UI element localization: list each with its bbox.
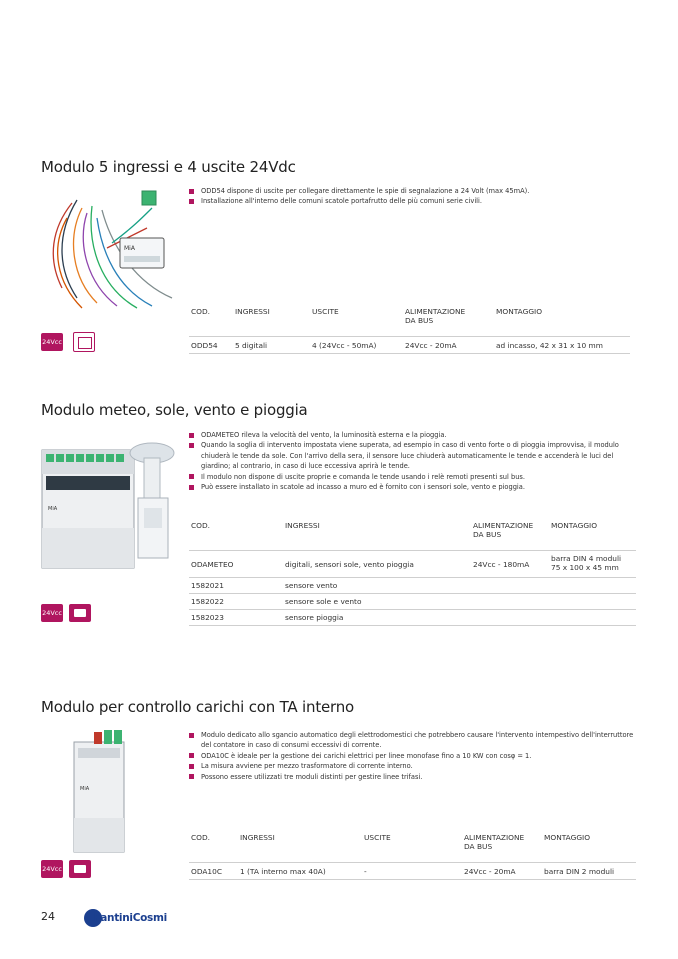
oda10c-product-label: MiA — [80, 786, 90, 792]
list-item: ODAMETEO rileva la velocità del vento, la luminosità esterna e la pioggia. — [189, 430, 639, 440]
table-header: ALIMENTAZIONE DA BUS — [464, 833, 525, 851]
list-item: Installazione all'interno delle comuni scatole portafrutto delle più comuni serie civili. — [189, 196, 639, 206]
table-cell: 4 (24Vcc - 50mA) — [312, 341, 377, 350]
odd54-spec-table — [189, 306, 630, 354]
list-item: ODA10C è ideale per la gestione dei carichi elettrici per linee monofase fino a 10 KW con cosφ = 1. — [189, 751, 639, 761]
section-title-odameteo: Modulo meteo, sole, vento e pioggia — [41, 401, 308, 419]
table-row — [189, 862, 636, 880]
oda10c-spec-table — [189, 832, 636, 880]
flush-mount-icon — [73, 332, 95, 352]
table-header: COD. — [191, 521, 211, 530]
table-cell: - — [364, 867, 367, 876]
table-cell: sensore sole e vento — [285, 597, 362, 606]
table-cell: digitali, sensori sole, vento pioggia — [285, 560, 414, 569]
din-rail-icon — [69, 604, 91, 622]
table-cell: barra DIN 2 moduli — [544, 867, 615, 876]
table-header: MONTAGGIO — [544, 833, 591, 842]
table-header: INGRESSI — [285, 521, 320, 530]
table-row — [189, 550, 636, 577]
table-cell: 24Vcc - 180mA — [473, 560, 530, 569]
table-cell: ad incasso, 42 x 31 x 10 mm — [496, 341, 603, 350]
table-cell: sensore pioggia — [285, 613, 344, 622]
list-item: Possono essere utilizzati tre moduli distinti per gestire linee trifasi. — [189, 772, 639, 782]
odameteo-description — [189, 430, 639, 492]
table-header: USCITE — [364, 833, 391, 842]
oda10c-product-photo — [68, 728, 130, 858]
din-rail-icon — [69, 860, 91, 878]
table-cell: 1582021 — [191, 581, 224, 590]
section-title-oda10c: Modulo per controllo carichi con TA interno — [41, 698, 355, 716]
odd54-product-label: MiA — [124, 245, 135, 252]
table-header: USCITE — [312, 307, 339, 316]
table-row — [189, 577, 636, 593]
table-cell: 1 (TA interno max 40A) — [240, 867, 326, 876]
list-item: ODD54 dispone di uscite per collegare direttamente le spie di segnalazione a 24 Volt (max 45mA). — [189, 186, 639, 196]
list-item: Il modulo non dispone di uscite proprie e comanda le tende usando i relè remoti presenti sul bus. — [189, 472, 639, 482]
voltage-badge: 24Vcc — [41, 333, 63, 351]
odd54-description — [189, 186, 639, 207]
table-cell: ODAMETEO — [191, 560, 234, 569]
list-item: Modulo dedicato allo sgancio automatico degli elettrodomestici che potrebbero causare l'intervento intempestivo dell'interruttore del contatore in caso di consumi eccessivi di corrente. — [189, 730, 639, 751]
odameteo-spec-table — [189, 520, 636, 626]
table-cell: barra DIN 4 moduli 75 x 100 x 45 mm — [551, 554, 622, 572]
table-header: COD. — [191, 833, 211, 842]
table-cell: 24Vcc - 20mA — [405, 341, 457, 350]
table-cell: 5 digitali — [235, 341, 268, 350]
oda10c-description — [189, 730, 639, 782]
table-row — [189, 593, 636, 609]
table-header: MONTAGGIO — [551, 521, 598, 530]
table-header: INGRESSI — [235, 307, 270, 316]
table-header: ALIMENTAZIONE DA BUS — [405, 307, 466, 325]
table-cell: ODD54 — [191, 341, 218, 350]
voltage-badge: 24Vcc — [41, 604, 63, 622]
table-cell: 1582023 — [191, 613, 224, 622]
brand-logo — [84, 909, 167, 927]
page-number: 24 — [41, 910, 55, 923]
logo-text: FantiniCosmi — [94, 912, 167, 924]
odameteo-product-photo — [40, 428, 182, 578]
table-cell: sensore vento — [285, 581, 338, 590]
table-header: COD. — [191, 307, 211, 316]
table-row — [189, 336, 630, 354]
list-item: La misura avviene per mezzo trasformatore di corrente interno. — [189, 761, 639, 771]
odameteo-product-label: MiA — [48, 506, 58, 512]
table-header: MONTAGGIO — [496, 307, 543, 316]
table-cell: 1582022 — [191, 597, 224, 606]
list-item: Può essere installato in scatole ad incasso a muro ed è fornito con i sensori sole, vento e pioggia. — [189, 482, 639, 492]
table-cell: ODA10C — [191, 867, 222, 876]
table-header: ALIMENTAZIONE DA BUS — [473, 521, 534, 539]
voltage-badge: 24Vcc — [41, 860, 63, 878]
table-header: INGRESSI — [240, 833, 275, 842]
table-cell: 24Vcc - 20mA — [464, 867, 516, 876]
list-item: Quando la soglia di intervento impostata viene superata, ad esempio in caso di vento forte o di pioggia improvvisa, il modulo chiuderà le tende da sole. Con l'arrivo della sera, il sensore luce chiuderà automaticamente le tende e accenderà le luci del giardino; al contrario, in caso di luce eccessiva aprirà le tende. — [189, 440, 639, 471]
section-title-odd54: Modulo 5 ingressi e 4 uscite 24Vdc — [41, 158, 296, 176]
table-row — [189, 609, 636, 626]
odd54-product-photo — [42, 188, 182, 313]
